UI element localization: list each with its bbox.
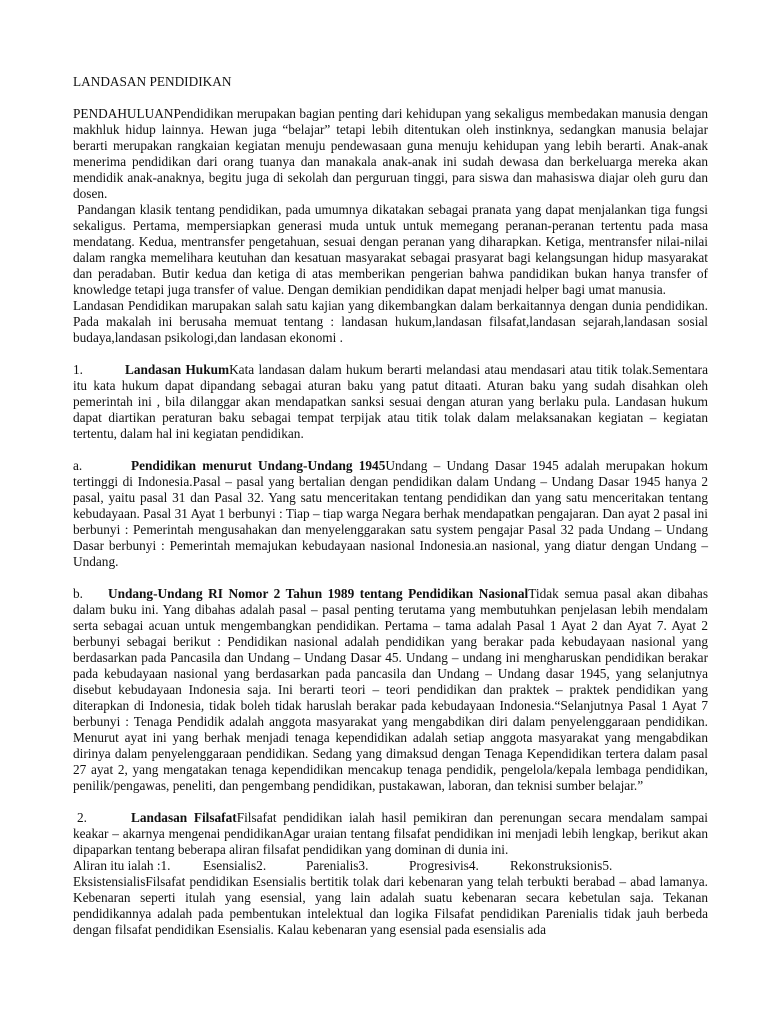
section-text-continued: EksistensialisFilsafat pendidikan Esensialis bertitik tolak dari kebenaran yang telah terbukti berabad – abad lamanya. Kebenaran seperti itulah yang esensial, yang lain adalah suatu kebenaran secara kebetulan saja. Tekanan pendidikannya adalah pada pembentukan intelektual dan logika Filsafat pendidikan Parenialis tidak jauh berbeda dengan filsafat pendidikan Esensialis. Kalau kebenaran yang esensial pada esensialis ada xyxy=(73,874,708,937)
intro-text-1: Pendidikan merupakan bagian penting dari kehidupan yang sekaligus membedakan manusia dengan makhluk hidup lainnya. Hewan juga “belajar” tetapi lebih ditentukan oleh instinknya, sedangkan manusia belajar berarti merupakan rangkaian kegiatan menuju pendewasaan guna menuju kehidupan yang lebih berarti. Anak-anak menerima pendidikan dari orang tuanya dan manakala anak-anak ini sudah dewasa dan berkeluarga mereka akan mendidik anak-anaknya, begitu juga di sekolah dan perguruan tinggi, para siswa dan mahasiswa diajar oleh guru dan dosen. xyxy=(73,106,708,201)
section-number: 2. xyxy=(77,810,87,825)
section-number: a. xyxy=(73,458,83,473)
section-number: b. xyxy=(73,586,83,601)
section-number: 1. xyxy=(73,362,83,377)
list-item: Esensialis2. xyxy=(203,858,267,873)
intro-paragraph-3: Landasan Pendidikan marupakan salah satu kajian yang dikembangkan dalam berkaitannya dengan dunia pendidikan. Pada makalah ini berusaha memuat tentang : landasan hukum,landasan filsafat,landasan sejarah,landasan sosial budaya,landasan psikologi,dan landasan ekonomi . xyxy=(73,298,708,345)
list-item: Progresivis4. xyxy=(409,858,479,873)
section-heading: Pendidikan menurut Undang-Undang 1945 xyxy=(131,458,386,473)
document-title: LANDASAN PENDIDIKAN xyxy=(73,74,232,89)
aliran-list xyxy=(73,858,708,874)
section-text: Tidak semua pasal akan dibahas dalam buku ini. Yang dibahas adalah pasal – pasal penting terutama yang membutuhkan penjelasan lebih mendalam serta sebagai acuan untuk mengembangkan pendidikan. Pertama – tama adalah Pasal 1 Ayat 2 dan Ayat 7. Ayat 2 berbunyi sebagai berikut : Pendidikan nasional adalah pendidikan yang berakar pada kebudayaan nasional yang berdasarkan pada Pancasila dan Undang – Undang Dasar 45. Undang – undang ini mengharuskan pendidikan berakar pada kebudayaan nasional yang berdasarkan pada pancasila dan Undang – Undang dasar 1945, yang selanjutnya disebut kebudayaan Indonesia saja. Ini berarti teori – teori pendidikan dan praktek – praktek pendidikan yang diterapkan di Indonesia, tidak boleh tidak haruslah berakar pada kebudayaan Indonesia.“Selanjutnya Pasal 1 Ayat 7 berbunyi : Tenaga Pendidik adalah anggota masyarakat yang mengabdikan diri dalam penyelenggaraan pendidikan. Menurut ayat ini yang berhak menjadi tenaga kependidikan adalah setiap anggota masyarakat yang mengabdikan dirinya dalam penyelenggaraan pendidikan. Sedang yang dimaksud dengan Tenaga Kependidikan tertera dalam pasal 27 ayat 2, yang mengatakan tenaga kependidikan mencakup tenaga pendidik, pengelola/kepala lembaga pendidikan, penilik/pengawas, peneliti, dan pengembang pendidikan, pustakawan, laboran, dan teknisi sumber belajar.” xyxy=(73,586,708,793)
section-landasan-hukum xyxy=(73,362,708,442)
intro-paragraph-2: Pandangan klasik tentang pendidikan, pada umumnya dikatakan sebagai pranata yang dapat menjalankan tiga fungsi sekaligus. Pertama, mempersiapkan generasi muda untuk untuk memegang peranan-peranan tertentu pada masa mendatang. Kedua, mentransfer pengetahuan, sesuai dengan peranan yang diharapkan. Ketiga, mentransfer nilai-nilai dalam rangka memelihara keutuhan dan kesatuan masyarakat sebagai prasyarat bagi kelangsungan hidup masyarakat dan peradaban. Butir kedua dan ketiga di atas memberikan pengerian bahwa pandidikan bukan hanya transfer of knowledge tetapi juga transfer of value. Dengan demikian pendidikan dapat menjadi helper bagi umat manusia. xyxy=(73,202,712,297)
section-text: Filsafat pendidikan ialah hasil pemikiran dan perenungan secara mendalam sampai keakar – akarnya mengenai pendidikanAgar uraian tentang filsafat pendidikan ini menjadi lebih lengkap, berikut akan dipaparkan tentang beberapa aliran filsafat pendidikan yang dominan di dunia ini. xyxy=(73,810,708,857)
intro-lead: PENDAHULUAN xyxy=(73,106,174,121)
section-landasan-filsafat xyxy=(73,810,708,938)
list-item: Aliran itu ialah :1. xyxy=(73,858,171,873)
section-text: Undang – Undang Dasar 1945 adalah merupakan hokum tertinggi di Indonesia.Pasal – pasal yang bertalian dengan pendidikan dalam Undang – Undang Dasar 1945 hanya 2 pasal, yaitu pasal 31 dan Pasal 32. Yang satu menceritakan tentang pendidikan dan yang satu menceritakan tentang kebudayaan. Pasal 31 Ayat 1 berbunyi : Tiap – tiap warga Negara berhak mendapatkan pengajaran. Dan ayat 2 pasal ini berbunyi : Pemerintah mengusahakan dan menyelenggarakan satu system pengajar Pasal 32 pada Undang – Undang Dasar berbunyi : Pemerintah memajukan kebudayaan nasional Indonesia.an nasional, yang diatur dengan Undang – Undang. xyxy=(73,458,708,569)
list-item: Parenialis3. xyxy=(306,858,369,873)
section-text: Kata landasan dalam hukum berarti melandasi atau mendasari atau titik tolak.Sementara itu kata hukum dapat dipandang sebagai aturan baku yang patut ditaati. Aturan baku yang sudah disahkan oleh pemerintah ini , bila dilanggar akan mendapatkan sanksi sesuai dengan aturan yang berlaku pula. Landasan hukum dapat diartikan peraturan baku sebagai tempat terpijak atau titik tolak dalam melaksanakan kegiatan – kegiatan tertentu, dalam hal ini kegiatan pendidikan. xyxy=(73,362,709,441)
section-uud-1945 xyxy=(73,458,708,570)
intro-section xyxy=(73,106,712,346)
intro-paragraph-1 xyxy=(73,106,708,202)
section-heading: Landasan Hukum xyxy=(125,362,230,377)
section-uu-1989 xyxy=(73,586,708,794)
list-item: Rekonstruksionis5. xyxy=(510,858,613,873)
section-heading: Undang-Undang RI Nomor 2 Tahun 1989 tentang Pendidikan Nasional xyxy=(108,586,529,601)
section-heading: Landasan Filsafat xyxy=(131,810,237,825)
